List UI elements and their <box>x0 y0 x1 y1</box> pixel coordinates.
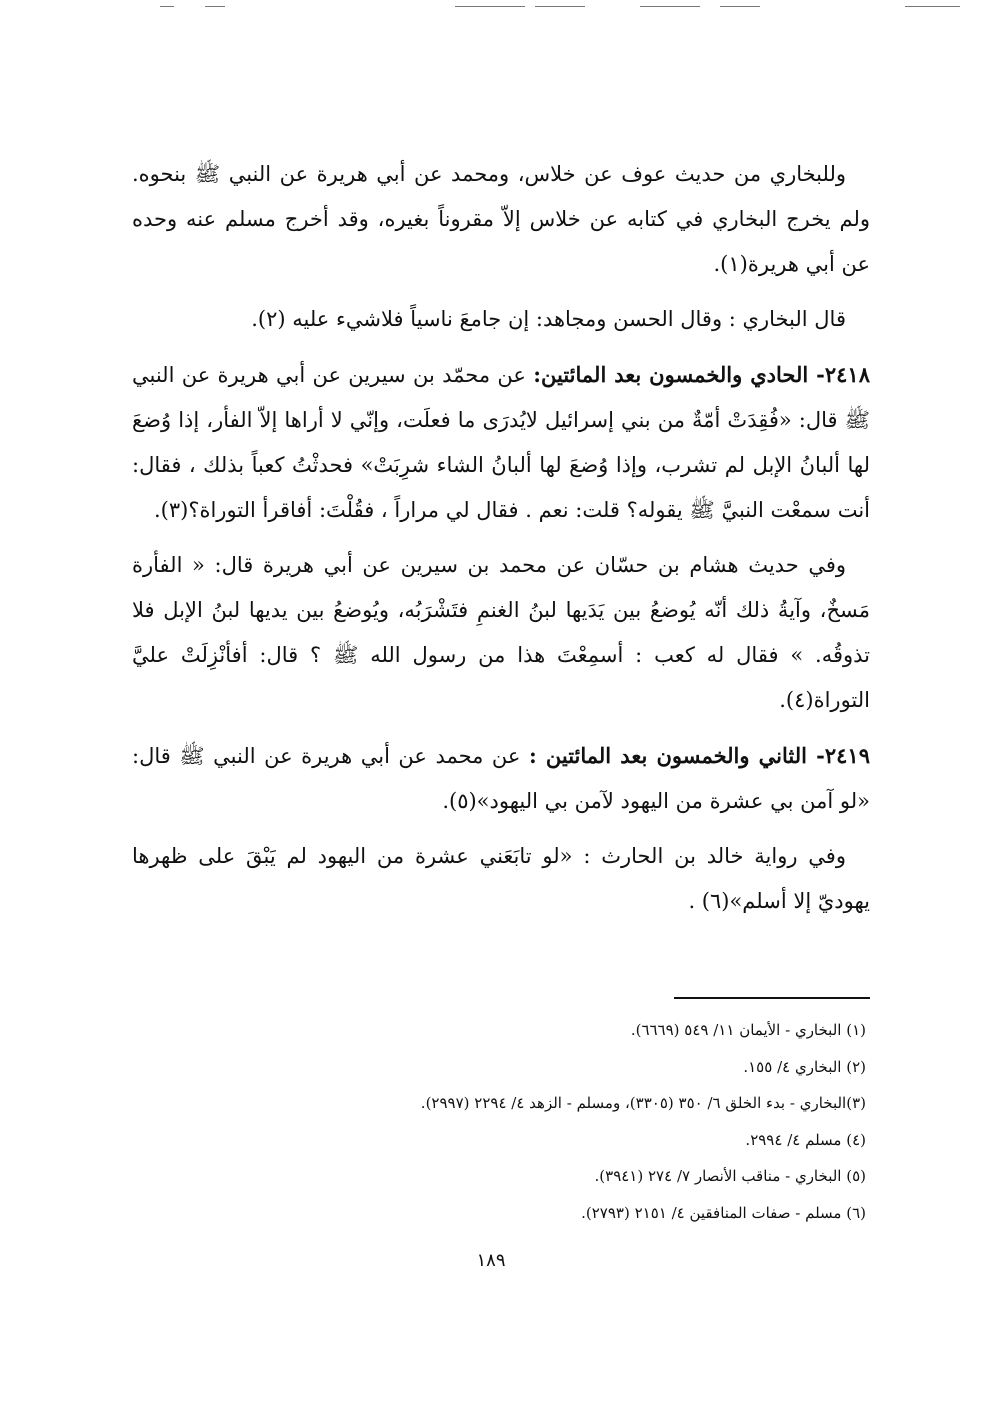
hadith-heading: - الحادي والخمسون بعد المائتين: <box>533 362 825 387</box>
scan-artifact-line <box>720 6 760 7</box>
paragraph-bukhari-hasan: قال البخاري : وقال الحسن ومجاهد: إن جامعَ ناسياً فلاشيء عليه (٢). <box>251 307 846 331</box>
footnote-4: (٤) مسلم ٤/ ٢٩٩٤. <box>745 1130 866 1149</box>
scan-artifact-line <box>905 6 960 7</box>
footnote-2: (٢) البخاري ٤/ ١٥٥. <box>743 1057 866 1076</box>
hadith-text: عن محمد عن أبي هريرة عن النبي ﷺ قال: «لو آمن بي عشرة من اليهود لآمن بي اليهود»(٥). <box>132 744 870 813</box>
scan-artifact-line <box>205 6 225 7</box>
scan-artifact-line <box>455 6 525 7</box>
paragraph-hisham: وفي حديث هشام بن حسّان عن محمد بن سيرين عن أبي هريرة قال: « الفأرة مَسخٌ، وآيةُ ذلك أنّه يُوضعُ بين يَدَيها لبنُ الغنمِ فتَشْرَبُه، ويُوضعُ بين يديها لبنُ الإبل فلا تذوقُه. » فقال له كعب : أسمِعْتَ هذا من رسول الله ﷺ ؟ قال: أفأنْزِلَتْ عليَّ التوراة(٤). <box>132 553 870 712</box>
footnote-3: (٣)البخاري - بدء الخلق ٦/ ٣٥٠ (٣٣٠٥)، ومسلم - الزهد ٤/ ٢٢٩٤ (٢٩٩٧). <box>420 1094 866 1112</box>
footnote-6: (٦) مسلم - صفات المنافقين ٤/ ٢١٥١ (٢٧٩٣). <box>581 1203 866 1222</box>
page-body <box>132 152 870 934</box>
footnote-5: (٥) البخاري - مناقب الأنصار ٧/ ٢٧٤ (٣٩٤١). <box>594 1167 866 1185</box>
hadith-number: ٢٤١٨ <box>824 362 870 387</box>
hadith-text: عن محمّد بن سيرين عن أبي هريرة عن النبي ﷺ قال: «فُقِدَتْ أمّةٌ من بني إسرائيل لايُدرَى ما فعلَت، وإنّي لا أراها إلاّ الفأر، إذا وُضعَ لها ألبانُ الإبل لم تشرب، وإذا وُضعَ لها ألبانُ الشاء شرِبَتْ» فحدثْتُ كعباً بذلك ، فقال: أنت سمعْت النبيَّ ﷺ يقوله؟ قلت: نعم . فقال لي مراراً ، فقُلْتَ: أفاقرأ التوراة؟(٣). <box>132 363 870 522</box>
scan-artifact-line <box>160 6 174 7</box>
hadith-2418 <box>132 352 870 533</box>
scan-artifact-line <box>535 6 585 7</box>
footnotes <box>132 1012 870 1231</box>
footnote-1: (١) البخاري - الأيمان ١١/ ٥٤٩ (٦٦٦٩). <box>630 1021 866 1039</box>
hadith-2419 <box>132 733 870 824</box>
footnote-separator <box>674 997 870 999</box>
paragraph-bukhari-khilas: وللبخاري من حديث عوف عن خلاس، ومحمد عن أبي هريرة عن النبي ﷺ بنحوه. ولم يخرج البخاري في كتابه عن خلاس إلاّ مقروناً بغيره، وقد أخرج مسلم عنه وحده عن أبي هريرة(١). <box>132 162 870 276</box>
page-number: ١٨٩ <box>476 1250 506 1271</box>
scan-artifact-line <box>640 6 700 7</box>
hadith-heading: - الثاني والخمسون بعد المائتين : <box>528 743 825 768</box>
hadith-number: ٢٤١٩ <box>824 743 870 768</box>
paragraph-khalid: وفي رواية خالد بن الحارث : «لو تابَعَني عشرة من اليهود لم يَبْقَ على ظهرها يهوديّ إلا أسلم»(٦) . <box>132 844 870 913</box>
